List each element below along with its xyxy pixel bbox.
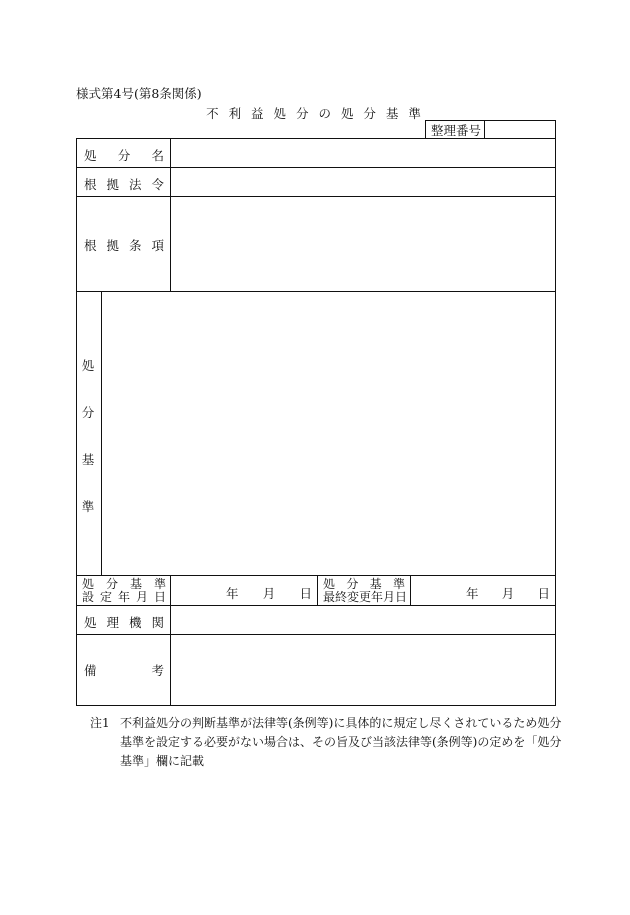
basis-law-label: 根 拠 法 令: [84, 177, 164, 192]
change-date-field[interactable]: 年 月 日: [466, 586, 550, 601]
note-label: 注1: [90, 716, 110, 730]
basis-article-label: 根 拠 条 項: [84, 238, 164, 253]
form-number: 様式第4号(第8条関係): [76, 86, 202, 101]
document-title: 不 利 益 処 分 の 処 分 基 準: [206, 106, 424, 121]
note-text: 不利益処分の判断基準が法律等(条例等)に具体的に規定し尽くされているため処分基準を設定する必要がない場合は、その旨及び当該法律等(条例等)の定めを「処分基準」欄に記載: [120, 716, 562, 768]
set-date-field[interactable]: 年 月 日: [226, 586, 312, 601]
agency-label: 処 理 機 関: [84, 615, 164, 630]
disposition-name-label: 処 分 名: [84, 148, 164, 163]
reference-number-label: 整理番号: [431, 123, 482, 138]
remarks-label: 備 考: [84, 663, 164, 678]
